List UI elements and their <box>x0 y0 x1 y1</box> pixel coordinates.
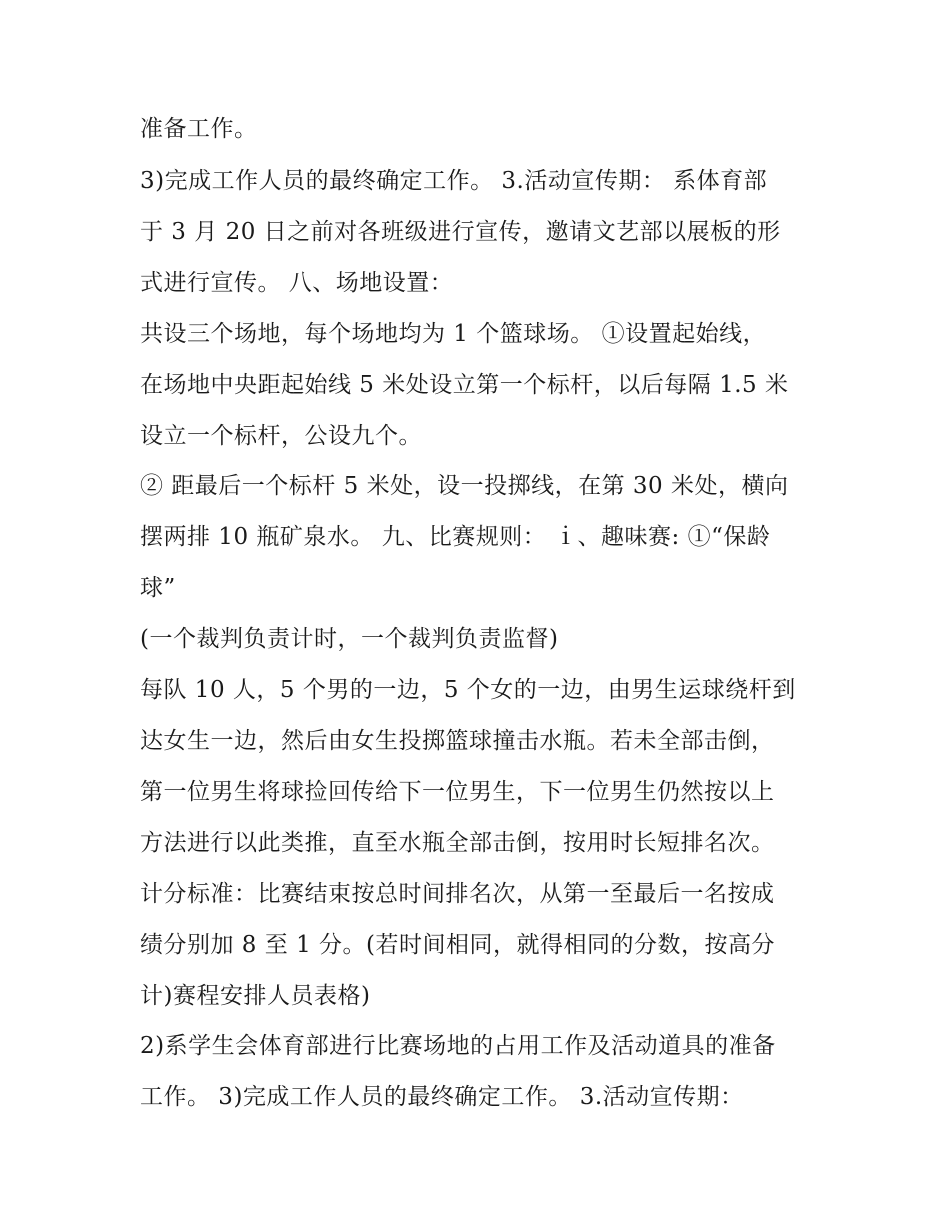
text-line: 准备工作。 <box>140 116 258 142</box>
text-line: 方法进行以此类推，直至水瓶全部击倒，按用时长短排名次。 <box>140 830 775 856</box>
text-line: 式进行宣传。 八、场地设置： <box>140 270 454 296</box>
text-line: 2)系学生会体育部进行比赛场地的占用工作及活动道具的准备 <box>140 1033 776 1059</box>
text-line: 摆两排 10 瓶矿泉水。 九、比赛规则： ｉ、趣味赛: ①“保龄 <box>140 524 771 550</box>
text-line: 共设三个场地，每个场地均为 1 个篮球场。 ①设置起始线， <box>140 321 767 347</box>
text-line: 绩分别加 8 至 1 分。(若时间相同，就得相同的分数，按高分 <box>140 932 775 958</box>
text-line: 第一位男生将球捡回传给下一位男生，下一位男生仍然按以上 <box>140 779 775 805</box>
text-line: 每队 10 人，5 个男的一边，5 个女的一边，由男生运球绕杆到 <box>140 677 796 703</box>
text-line: 在场地中央距起始线 5 米处设立第一个标杆，以后每隔 1.5 米 <box>140 372 789 398</box>
text-line: (一个裁判负责计时，一个裁判负责监督) <box>140 626 559 652</box>
text-line: 球” <box>140 575 176 601</box>
text-line: 设立一个标杆，公设九个。 <box>140 423 422 449</box>
text-line: 达女生一边，然后由女生投掷篮球撞击水瓶。若未全部击倒， <box>140 728 775 754</box>
text-line: 工作。 3)完成工作人员的最终确定工作。 3.活动宣传期： <box>140 1084 744 1110</box>
text-line: 3)完成工作人员的最终确定工作。 3.活动宣传期： 系体育部 <box>140 168 768 194</box>
text-line: ② 距最后一个标杆 5 米处，设一投掷线，在第 30 米处，横向 <box>140 473 789 499</box>
text-line: 计分标准：比赛结束按总时间排名次，从第一至最后一名按成 <box>140 881 775 907</box>
text-line: 计)赛程安排人员表格) <box>140 983 371 1009</box>
text-line: 于 3 月 20 日之前对各班级进行宣传，邀请文艺部以展板的形 <box>140 219 781 245</box>
